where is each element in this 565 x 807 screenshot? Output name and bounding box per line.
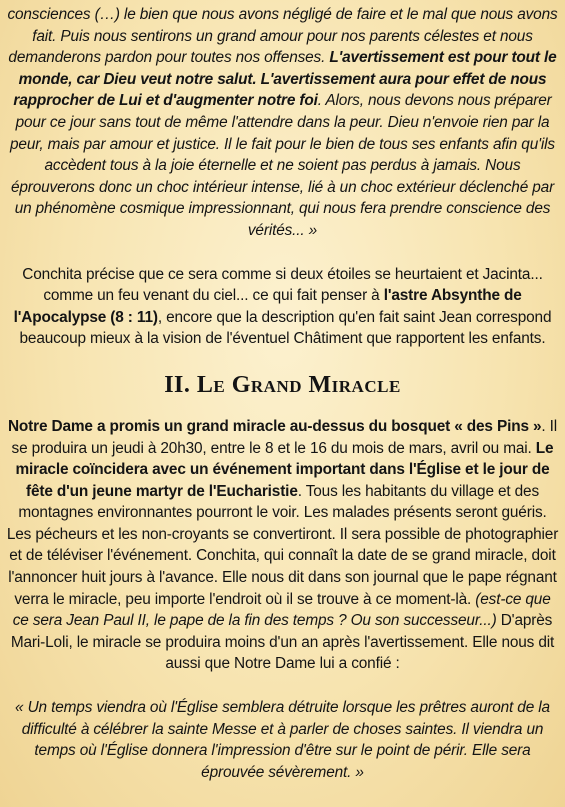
quote-emphasis: L'avertissement est pour tout le monde, car Dieu veut notre salut. L'avertissement aura pour effet de nous rapprocher de Lui et d'augmenter notre foi xyxy=(13,49,557,110)
quote-text: consciences (…) le bien que nous avons négligé de faire et le mal que nous avons fait. Puis nous sentirons un grand amour pour nos parents célestes et nous demanderons pardon pour toutes nos offenses. xyxy=(7,6,558,67)
body-text: , encore que la description qu'en fait saint Jean correspond beaucoup mieux à la vision de l'éventuel Châtiment que rapportent les enfants. xyxy=(19,308,552,348)
quote-text: . Alors, nous devons nous préparer pour ce jour sans tout de même l'attendre dans la peur. Dieu n'envoie rien par la peur, mais par amour et justice. Il le fait pour le bien de tous ses enfants afin qu'ils accèdent tous à la joie éternelle et ne soient pas perdus à jamais. Nous éprouverons donc un choc intérieur intense, lié à un choc extérieur déclenché par un phénomène cosmique impressionnant, qui nous fera prendre conscience des vérités... » xyxy=(10,92,555,239)
paragraph-eglise-quote: « Un temps viendra où l'Église semblera détruite lorsque les prêtres auront de la difficulté à célébrer la sainte Messe et à parler de choses saintes. Il viendra un temps où l'Église donnera l'impression d'être sur le point de périr. Elle sera éprouvée sévèrement. » xyxy=(15,699,550,781)
paragraph-grand-miracle xyxy=(6,416,559,675)
body-emphasis: Le miracle coïncidera avec un événement important dans l'Église et le jour de fête d'un jeune martyr de l'Eucharistie xyxy=(15,439,554,500)
body-text: . Il se produira un jeudi à 20h30, entre le 8 et le 16 du mois de mars, avril ou mai. xyxy=(11,417,558,457)
body-text: Conchita précise que ce sera comme si deux étoiles se heurtaient et Jacinta... comme un feu venant du ciel... ce qui fait penser à xyxy=(22,265,543,305)
paragraph-conchita xyxy=(6,264,559,350)
section-title: II. Le Grand Miracle xyxy=(164,371,401,398)
body-aside: (est-ce que ce sera Jean Paul II, le pape de la fin des temps ? Ou son successeur...) xyxy=(12,590,551,630)
body-text: . Tous les habitants du village et des montagnes environnantes pourront le voir. Les malades présents seront guéris. Les pécheurs et les non-croyants se convertiront. Il sera possible de photographier et de téléviser l'événement. Conchita, qui connaît la date de se grand miracle, doit l'annoncer huit jours à l'avance. Elle nous dit dans son journal que le pape régnant verra le miracle, peu importe l'endroit où il se trouve à ce moment-là. xyxy=(6,482,559,608)
body-emphasis: l'astre Absynthe de l'Apocalypse (8 : 11) xyxy=(13,287,522,326)
paragraph-avertissement-quote xyxy=(6,4,559,242)
body-emphasis: Notre Dame a promis un grand miracle au-dessus du bosquet « des Pins » xyxy=(7,417,542,435)
body-text: D'après Mari-Loli, le miracle se produira moins d'un an après l'avertissement. Elle nous dit aussi que Notre Dame lui a confié : xyxy=(10,612,555,673)
